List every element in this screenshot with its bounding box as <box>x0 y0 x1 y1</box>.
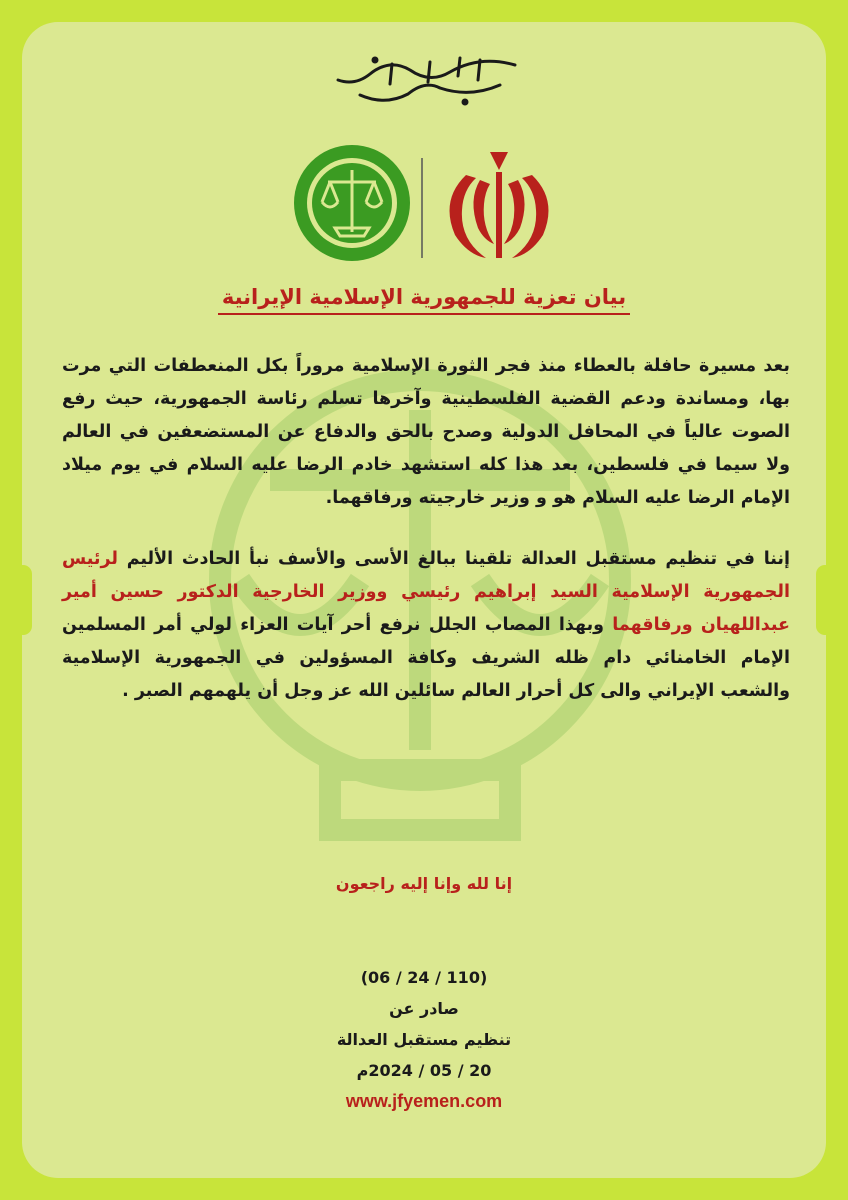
statement-body <box>62 350 790 736</box>
frame-notch-left <box>14 565 32 635</box>
justice-organization-logo <box>294 145 410 261</box>
statement-footer <box>0 962 848 1117</box>
iran-emblem <box>450 152 549 258</box>
paragraph-2 <box>62 543 790 708</box>
issued-from-label: صادر عن <box>389 999 459 1018</box>
frame-notch-right <box>816 565 834 635</box>
paragraph-2-rest: وبهذا المصاب الجلل نرفع أحر آيات العزاء لولي أمر المسلمين الإمام الخامنائي دام ظله الشريف وكافة المسؤولين في الجمهورية الإسلامية والشعب الإيراني والى كل أحرار العالم سائلين الله عز وجل أن يلهمهم الصبر . <box>62 615 790 701</box>
closing-phrase: إنا لله وإنا إليه راجعون <box>335 874 513 893</box>
statement-title <box>0 285 848 315</box>
paragraph-2-highlight: لرئيس الجمهورية الإسلامية السيد إبراهيم رئيسي ووزير الخارجية الدكتور حسين أمير عبداللهيان ورفاقهما <box>62 549 790 635</box>
organization-name: تنظيم مستقبل العدالة <box>336 1030 512 1049</box>
issue-date: 20 / 05 / 2024م <box>356 1061 492 1080</box>
basmala-calligraphy <box>330 50 520 110</box>
website-link[interactable]: www.jfyemen.com <box>345 1091 503 1111</box>
statement-title-text: بيان تعزية للجمهورية الإسلامية الإيرانية <box>218 285 630 315</box>
reference-number: (110 / 24 / 06) <box>360 968 488 987</box>
paragraph-1: بعد مسيرة حافلة بالعطاء منذ فجر الثورة الإسلامية مروراً بكل المنعطفات التي مرت بها، ومساندة ودعم القضية الفلسطينية وآخرها تسلم رئاسة الجمهورية، حيث رفع الصوت عالياً في المحافل الدولية وصدح بالحق والدفاع عن المستضعفين في العالم ولا سيما في فلسطين، بعد هذا كله استشهد خادم الرضا عليه السلام في يوم ميلاد الإمام الرضا عليه السلام هو و وزير خارجيته ورفاقهما. <box>62 356 790 508</box>
paragraph-2-intro: إننا في تنظيم مستقبل العدالة تلقينا ببالغ الأسى والأسف نبأ الحادث الأليم <box>126 549 790 569</box>
logos-row <box>290 140 560 270</box>
